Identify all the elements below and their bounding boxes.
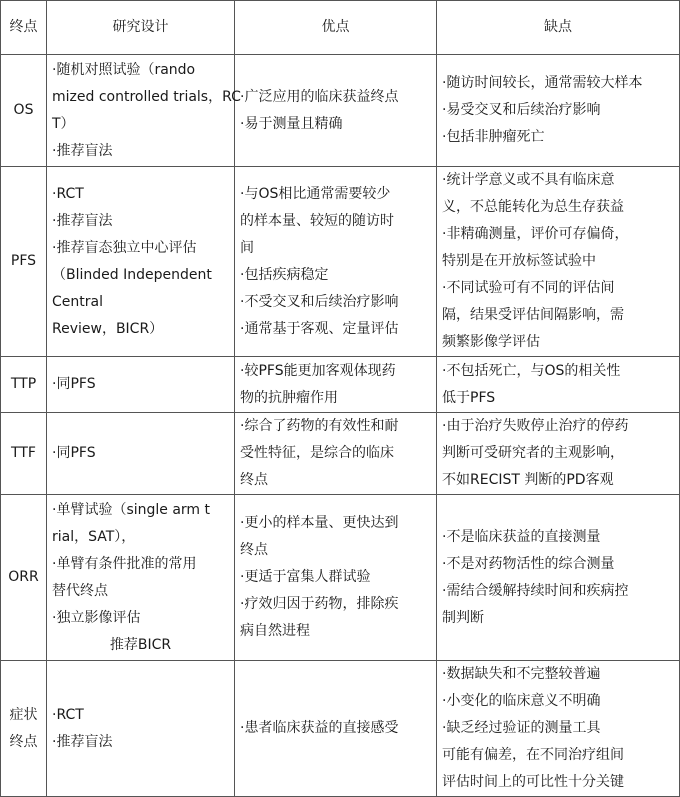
advantages-cell bbox=[235, 55, 437, 167]
cell-line: ·更小的样本量、更快达到 bbox=[240, 515, 399, 531]
cell-line: 推荐BICR bbox=[109, 636, 172, 653]
advantages-cell bbox=[235, 413, 437, 495]
cell-line: 判断可受研究者的主观影响， bbox=[442, 445, 624, 461]
cell-line: T） bbox=[52, 115, 75, 132]
disadvantages-cell bbox=[437, 495, 680, 661]
endpoint-cell: PFS bbox=[1, 167, 47, 357]
cell-line: ·综合了药物的有效性和耐 bbox=[240, 418, 399, 434]
cell-line: ·由于治疗失败停止治疗的停药 bbox=[442, 418, 629, 434]
cell-line: ·患者临床获益的直接感受 bbox=[240, 720, 399, 736]
endpoint-cell: ORR bbox=[1, 495, 47, 661]
cell-line: ·独立影像评估 bbox=[52, 609, 141, 626]
cell-line: ·RCT bbox=[52, 706, 84, 723]
cell-line: ·推荐盲法 bbox=[52, 212, 113, 229]
disadvantages-cell bbox=[437, 357, 680, 413]
cell-line: 评估时间上的可比性十分关键 bbox=[442, 774, 624, 790]
header-design: 研究设计 bbox=[47, 1, 235, 55]
table-row-ttp bbox=[1, 357, 680, 413]
disadvantages-cell bbox=[437, 413, 680, 495]
disadvantages-cell bbox=[437, 661, 680, 797]
table-row-pfs bbox=[1, 167, 680, 357]
cell-line: ·RCT bbox=[52, 185, 84, 202]
cell-line: ·不是临床获益的直接测量 bbox=[442, 528, 601, 545]
cell-line: ·同PFS bbox=[52, 376, 96, 392]
cell-line: ·缺乏经过验证的测量工具 bbox=[442, 720, 601, 736]
disadvantages-cell bbox=[437, 167, 680, 357]
cell-line: ·易受交叉和后续治疗影响 bbox=[442, 102, 601, 118]
advantages-cell bbox=[235, 167, 437, 357]
cell-line: ·不是对药物活性的综合测量 bbox=[442, 555, 615, 572]
design-cell bbox=[47, 413, 235, 495]
header-endpoint: 终点 bbox=[1, 1, 47, 55]
cell-line: rial，SAT）， bbox=[52, 528, 136, 545]
cell-line: ·广泛应用的临床获益终点 bbox=[240, 88, 399, 105]
cell-line: ·疗效归因于药物，排除疾 bbox=[240, 596, 399, 612]
cell-line: 替代终点 bbox=[52, 582, 108, 599]
cell-line: 终点 bbox=[240, 472, 268, 488]
cell-line: 频繁影像学评估 bbox=[442, 334, 540, 350]
cell-line: 的样本量、较短的随访时 bbox=[240, 212, 394, 229]
cell-line: Review，BICR） bbox=[52, 320, 164, 337]
cell-line: Central bbox=[52, 293, 103, 310]
advantages-cell bbox=[235, 661, 437, 797]
cell-line: ·易于测量且精确 bbox=[240, 115, 343, 132]
cell-line: mized controlled trials，RC bbox=[52, 88, 241, 105]
table-row-ttf bbox=[1, 413, 680, 495]
cell-line: ·随机对照试验（rando bbox=[52, 61, 196, 78]
cell-line: ·不同试验可有不同的评估间 bbox=[442, 280, 615, 296]
cell-line: （Blinded Independent bbox=[52, 266, 212, 283]
table-row-orr bbox=[1, 495, 680, 661]
cell-line: 受性特征，是综合的临床 bbox=[240, 445, 394, 461]
design-cell bbox=[47, 357, 235, 413]
header-disadvantages: 缺点 bbox=[437, 1, 680, 55]
header-advantages: 优点 bbox=[235, 1, 437, 55]
cell-line: ·不受交叉和后续治疗影响 bbox=[240, 293, 399, 310]
cell-line: 终点 bbox=[240, 542, 268, 558]
endpoint-cell: OS bbox=[1, 55, 47, 167]
cell-line: 义，不总能转化为总生存获益 bbox=[442, 199, 624, 215]
design-cell bbox=[47, 495, 235, 661]
cell-line: ·同PFS bbox=[52, 445, 96, 461]
header-row bbox=[1, 1, 680, 55]
cell-line: 间 bbox=[240, 239, 254, 256]
cell-line: 隔，结果受评估间隔影响，需 bbox=[442, 307, 624, 323]
advantages-cell bbox=[235, 357, 437, 413]
endpoint-cell: TTF bbox=[1, 413, 47, 495]
cell-line: ·包括非肿瘤死亡 bbox=[442, 129, 545, 145]
table-row-symptom bbox=[1, 661, 680, 797]
cell-line: 物的抗肿瘤作用 bbox=[240, 389, 338, 406]
cell-line: ·推荐盲态独立中心评估 bbox=[52, 239, 197, 256]
cell-line: ·统计学意义或不具有临床意 bbox=[442, 172, 615, 188]
cell-line: 低于PFS bbox=[442, 389, 496, 406]
cell-line: 可能有偏差，在不同治疗组间 bbox=[442, 747, 624, 763]
cell-line: ·较PFS能更加客观体现药 bbox=[240, 362, 396, 379]
cell-line: ·推荐盲法 bbox=[52, 142, 113, 159]
advantages-cell bbox=[235, 495, 437, 661]
design-cell bbox=[47, 167, 235, 357]
cell-line: ·小变化的临床意义不明确 bbox=[442, 693, 601, 709]
cell-line: ·非精确测量，评价可存偏倚， bbox=[442, 226, 629, 242]
cell-line: ·不包括死亡，与OS的相关性 bbox=[442, 362, 621, 379]
cell-line: ·与OS相比通常需要较少 bbox=[240, 185, 391, 202]
cell-line: ·数据缺失和不完整较普遍 bbox=[442, 666, 601, 682]
cell-line: 制判断 bbox=[442, 609, 484, 626]
disadvantages-cell bbox=[437, 55, 680, 167]
endpoint-cell: TTP bbox=[1, 357, 47, 413]
cell-line: ·单臂有条件批准的常用 bbox=[52, 555, 197, 572]
cell-line: ·随访时间较长，通常需较大样本 bbox=[442, 75, 643, 91]
cell-line: 不如RECIST 判断的PD客观 bbox=[442, 472, 614, 488]
cell-line: ·单臂试验（single arm t bbox=[52, 501, 211, 518]
cell-line: ·包括疾病稳定 bbox=[240, 266, 329, 283]
cell-line: 病自然进程 bbox=[240, 623, 310, 639]
design-cell bbox=[47, 55, 241, 167]
cell-line: ·通常基于客观、定量评估 bbox=[240, 320, 399, 337]
cell-line: ·推荐盲法 bbox=[52, 733, 113, 750]
table-row-os bbox=[1, 55, 680, 167]
design-cell bbox=[47, 661, 235, 797]
cell-line: 特别是在开放标签试验中 bbox=[442, 253, 596, 269]
cell-line: ·更适于富集人群试验 bbox=[240, 569, 371, 585]
endpoint-cell: 症状终点 bbox=[1, 661, 47, 797]
cell-line: ·需结合缓解持续时间和疾病控 bbox=[442, 582, 629, 599]
